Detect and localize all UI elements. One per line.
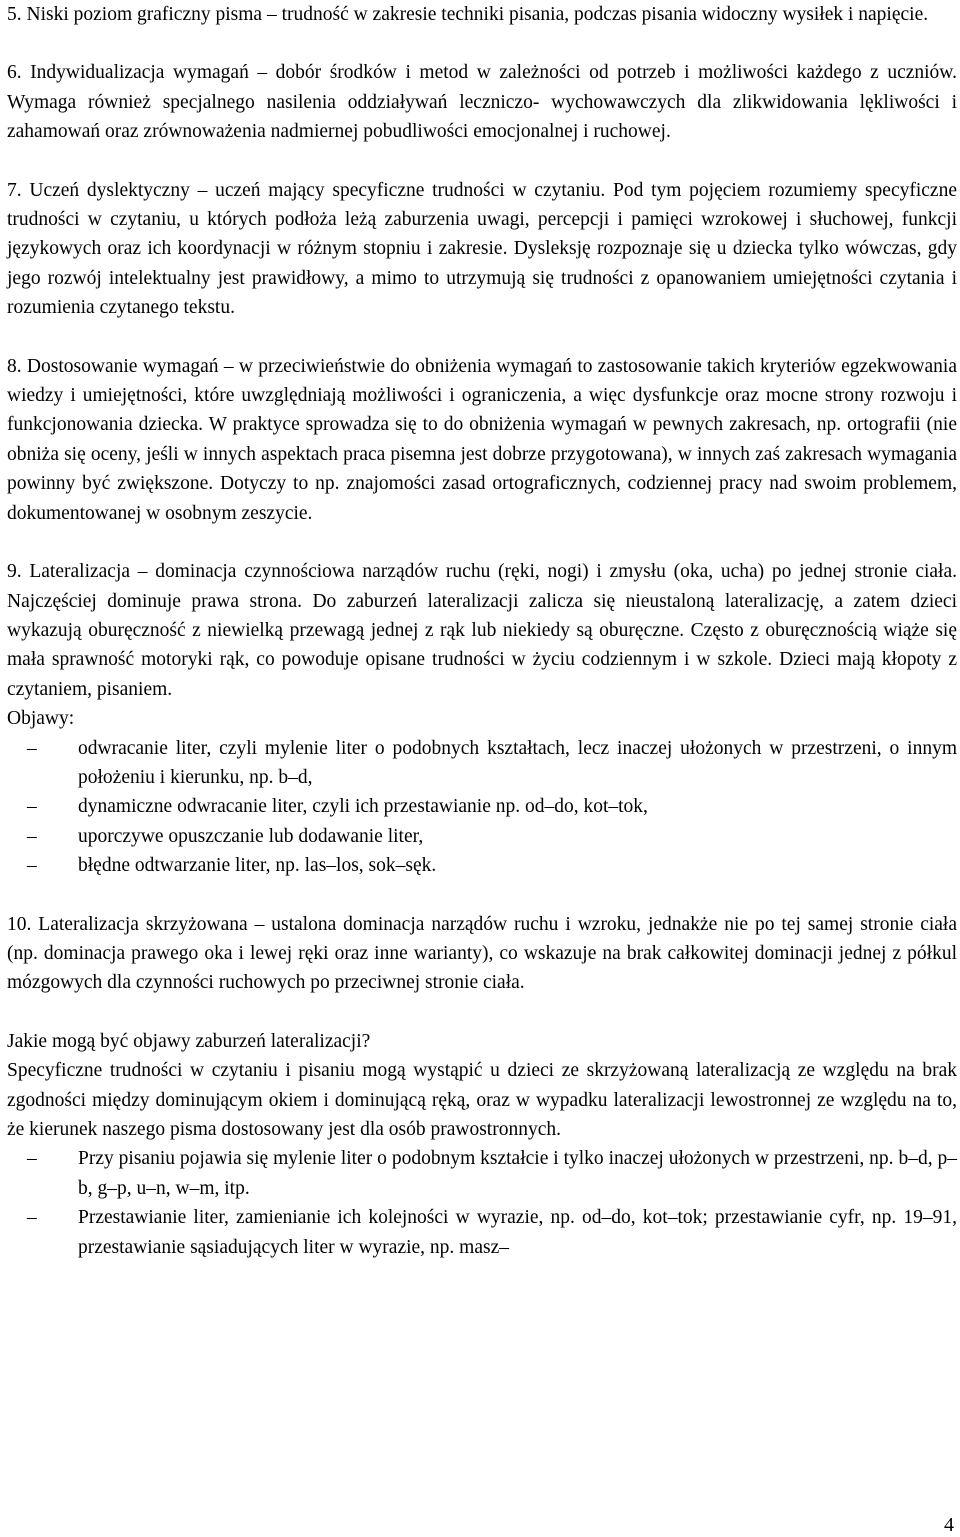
- list-item: [7, 1203, 957, 1262]
- paragraph-11: Specyficzne trudności w czytaniu i pisaniu mogą wystąpić u dzieci ze skrzyżowaną lateralizacją ze względu na brak zgodności między dominującym okiem i dominującą ręką, oraz w wypadku lateralizacji lewostronnej ze względu na to, że kierunek naszego pisma dostosowany jest dla osób prawostronnych.: [7, 1060, 957, 1140]
- symptoms-list: [7, 1144, 957, 1262]
- question-heading: Jakie mogą być objawy zaburzeń lateralizacji?: [7, 1030, 371, 1052]
- list-item-text: uporczywe opuszczanie lub dodawanie liter,: [78, 825, 424, 847]
- paragraph-9: 9. Lateralizacja – dominacja czynnościowa narządów ruchu (ręki, nogi) i zmysłu (oka, ucha) po jednej stronie ciała. Najczęściej dominuje prawa strona. Do zaburzeń lateralizacji zalicza się nieustaloną lateralizację, a zatem dzieci wykazują oburęczność z niewielką przewagą jednej z rąk lub niekiedy są oburęczne. Często z oburęcznością wiąże się mała sprawność motoryki rąk, co powoduje opisane trudności w życiu codziennym i w szkole. Dzieci mają kłopoty z czytaniem, pisaniem.: [7, 561, 957, 700]
- dash-bullet: –: [27, 855, 37, 877]
- paragraph-gap: [7, 528, 957, 557]
- list-item-text: Przy pisaniu pojawia się mylenie liter o podobnym kształcie i tylko inaczej ułożonych w przestrzeni, np. b–d, p–b, g–p, u–n, w–m, itp.: [78, 1148, 957, 1199]
- list-item: [7, 1144, 957, 1203]
- document-page: [7, 0, 957, 1262]
- paragraph-5: 5. Niski poziom graficzny pisma – trudność w zakresie techniki pisania, podczas pisania widoczny wysiłek i napięcie.: [7, 4, 929, 25]
- list-item-text: odwracanie liter, czyli mylenie liter o podobnych kształtach, lecz inaczej ułożonych w przestrzeni, o innym położeniu i kierunku, np. b–d,: [78, 737, 957, 788]
- list-item: [7, 851, 957, 880]
- list-item-text: Przestawianie liter, zamienianie ich kolejności w wyrazie, np. od–do, kot–tok; przestawianie cyfr, np. 19–91, przestawianie sąsiadujących liter w wyrazie, np. masz–: [78, 1207, 957, 1258]
- list-item-text: dynamiczne odwracanie liter, czyli ich przestawianie np. od–do, kot–tok,: [78, 796, 648, 818]
- paragraph-7: 7. Uczeń dyslektyczny – uczeń mający specyficzne trudności w czytaniu. Pod tym pojęciem rozumiemy specyficzne trudności w czytaniu, u których podłoża leżą zaburzenia uwagi, percepcji i pamięci wzrokowej i słuchowej, funkcji językowych oraz ich koordynacji w różnym stopniu i zakresie. Dysleksję rozpoznaje się u dziecka tylko wówczas, gdy jego rozwój intelektualny jest prawidłowy, a mimo to utrzymują się trudności z opanowaniem umiejętności czytania i rozumienia czytanego tekstu.: [7, 179, 957, 319]
- objawy-list: [7, 734, 957, 881]
- dash-bullet: –: [27, 796, 37, 818]
- paragraph-6: 6. Indywidualizacja wymagań – dobór środków i metod w zależności od potrzeb i możliwości każdego z uczniów. Wymaga również specjalnego nasilenia oddziaływań leczniczo- wychowawczych dla zlikwidowania lękliwości i zahamowań oraz zrównoważenia nadmiernej pobudliwości emocjonalnej i ruchowej.: [7, 62, 957, 143]
- paragraph-10: 10. Lateralizacja skrzyżowana – ustalona dominacja narządów ruchu i wzroku, jednakże nie po tej samej stronie ciała (np. dominacja prawego oka i lewej ręki oraz inne warianty), co wskazuje na brak całkowitej dominacji jednej z półkul mózgowych dla czynności ruchowych po przeciwnej stronie ciała.: [7, 913, 957, 994]
- dash-bullet: –: [27, 1207, 37, 1229]
- objawy-label: Objawy:: [7, 708, 75, 730]
- list-item: [7, 734, 957, 793]
- list-item-text: błędne odtwarzanie liter, np. las–los, sok–sęk.: [78, 855, 437, 877]
- paragraph-gap: [7, 147, 957, 176]
- list-item: [7, 822, 957, 851]
- list-item: [7, 792, 957, 821]
- paragraph-gap: [7, 29, 957, 58]
- paragraph-8: 8. Dostosowanie wymagań – w przeciwieństwie do obniżenia wymagań to zastosowanie takich kryteriów egzekwowania wiedzy i umiejętności, które uwzględniają możliwości i ograniczenia, a więc dysfunkcje oraz mocne strony rozwoju i funkcjonowania dziecka. W praktyce sprowadza się to do obniżenia wymagań w pewnych zakresach, np. ortografii (nie obniża się oceny, jeśli w innych aspektach praca pisemna jest dobrze przygotowana), w innych zaś zakresach wymagania powinny być zwiększone. Dotyczy to np. znajomości zasad ortograficznych, codziennej pracy nad swoim problemem, dokumentowanej w osobnym zeszycie.: [7, 355, 957, 524]
- paragraph-gap: [7, 881, 957, 910]
- dash-bullet: –: [27, 1148, 37, 1170]
- dash-bullet: –: [27, 825, 37, 847]
- paragraph-gap: [7, 323, 957, 352]
- paragraph-gap: [7, 998, 957, 1027]
- dash-bullet: –: [27, 737, 37, 759]
- page-number: 4: [944, 1514, 954, 1536]
